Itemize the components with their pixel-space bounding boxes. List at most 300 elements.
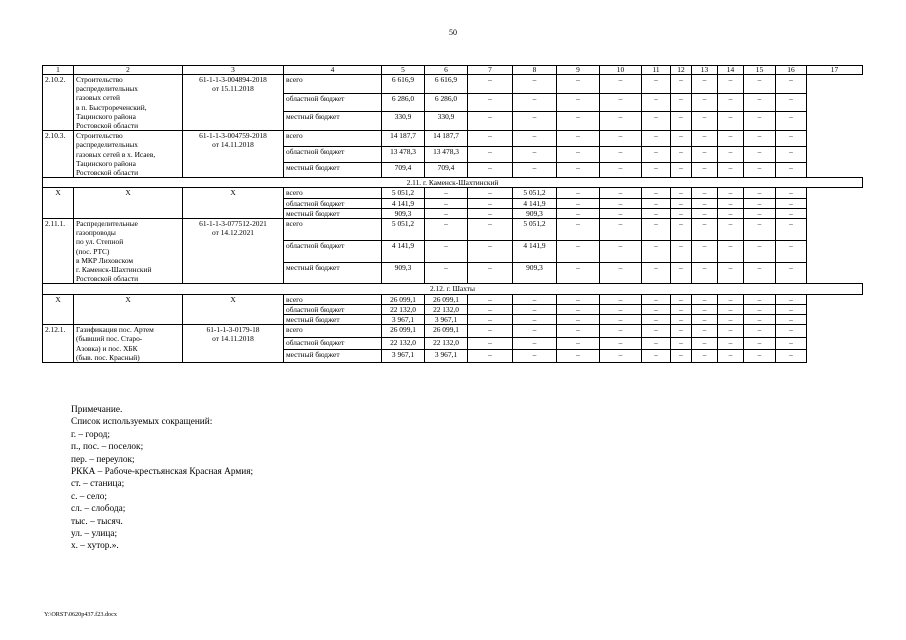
amount-cell: –: [642, 315, 671, 325]
amount-cell: 13 478,3: [382, 146, 425, 162]
amount-cell: –: [692, 112, 718, 131]
amount-cell: –: [642, 162, 671, 178]
document-ref: [183, 188, 284, 219]
table-row: [43, 75, 863, 94]
amount-cell: –: [671, 219, 692, 241]
amount-cell: –: [718, 337, 744, 350]
object-name-line: газовых сетей: [76, 93, 120, 103]
amount-cell: 22 132,0: [382, 337, 425, 350]
amount-cell: –: [468, 219, 513, 241]
amount-cell: –: [744, 350, 776, 363]
amount-cell: –: [513, 162, 557, 178]
object-name: [74, 219, 183, 284]
amount-cell: –: [692, 350, 718, 363]
amount-cell: –: [776, 350, 807, 363]
amount-cell: 909,3: [513, 208, 557, 218]
amount-cell: 26 099,1: [382, 325, 425, 338]
amount-cell: –: [468, 146, 513, 162]
amount-cell: –: [468, 208, 513, 218]
amount-cell: –: [557, 208, 600, 218]
amount-cell: –: [468, 240, 513, 262]
document-ref-line: от 14.12.2021: [212, 228, 254, 238]
amount-cell: –: [642, 240, 671, 262]
amount-cell: 3 967,1: [382, 350, 425, 363]
amount-cell: –: [671, 198, 692, 208]
amount-cell: –: [557, 93, 600, 112]
amount-cell: –: [557, 75, 600, 94]
amount-cell: –: [744, 146, 776, 162]
amount-cell: –: [513, 75, 557, 94]
amount-cell: –: [744, 131, 776, 147]
column-header: 5: [382, 66, 425, 75]
amount-cell: –: [692, 131, 718, 147]
amount-cell: –: [513, 315, 557, 325]
amount-cell: –: [718, 325, 744, 338]
amount-cell: –: [744, 208, 776, 218]
amount-cell: –: [642, 262, 671, 284]
amount-cell: –: [692, 294, 718, 304]
funding-source: всего: [284, 131, 382, 147]
amount-cell: –: [513, 350, 557, 363]
object-name-line: Строительство: [76, 131, 123, 141]
funding-source: всего: [284, 325, 382, 338]
object-name-line: Х: [125, 294, 131, 304]
amount-cell: –: [513, 325, 557, 338]
amount-cell: –: [692, 219, 718, 241]
amount-cell: –: [776, 294, 807, 304]
amount-cell: –: [718, 208, 744, 218]
amount-cell: –: [642, 188, 671, 198]
funding-source: всего: [284, 75, 382, 94]
amount-cell: –: [557, 162, 600, 178]
amount-cell: –: [468, 162, 513, 178]
document-ref-line: 61-1-1-3-0179-18: [206, 325, 260, 335]
funding-source: местный бюджет: [284, 350, 382, 363]
amount-cell: –: [468, 131, 513, 147]
amount-cell: –: [468, 294, 513, 304]
funding-source: всего: [284, 188, 382, 198]
amount-cell: –: [671, 325, 692, 338]
amount-cell: –: [468, 188, 513, 198]
amount-cell: –: [671, 75, 692, 94]
object-name-line: Ростовской области: [76, 121, 139, 131]
amount-cell: –: [468, 350, 513, 363]
amount-cell: –: [468, 315, 513, 325]
document-ref-line: Х: [230, 294, 236, 304]
row-id: Х: [43, 294, 74, 325]
amount-cell: –: [468, 75, 513, 94]
amount-cell: –: [513, 304, 557, 314]
column-header: 10: [600, 66, 642, 75]
amount-cell: –: [642, 146, 671, 162]
amount-cell: –: [744, 162, 776, 178]
amount-cell: 6 616,9: [425, 75, 468, 94]
amount-cell: 4 141,9: [513, 198, 557, 208]
section-title: 2.11. г. Каменск-Шахтинский: [43, 178, 863, 188]
funding-source: областной бюджет: [284, 198, 382, 208]
amount-cell: –: [425, 208, 468, 218]
funding-source: местный бюджет: [284, 262, 382, 284]
amount-cell: –: [718, 131, 744, 147]
funding-source: местный бюджет: [284, 162, 382, 178]
amount-cell: –: [671, 337, 692, 350]
amount-cell: –: [744, 112, 776, 131]
amount-cell: –: [671, 162, 692, 178]
object-name-line: Ростовской области: [76, 274, 139, 284]
amount-cell: –: [744, 188, 776, 198]
object-name-line: Азовка) и пос. ХБК: [76, 343, 138, 353]
amount-cell: 6 286,0: [382, 93, 425, 112]
amount-cell: –: [600, 262, 642, 284]
amount-cell: –: [557, 188, 600, 198]
object-name-line: г. Каменск-Шахтинский: [76, 265, 152, 275]
amount-cell: –: [468, 198, 513, 208]
amount-cell: –: [468, 337, 513, 350]
amount-cell: 6 616,9: [382, 75, 425, 94]
amount-cell: –: [600, 162, 642, 178]
amount-cell: 22 132,0: [425, 304, 468, 314]
object-name-line: по ул. Степной: [76, 237, 124, 247]
amount-cell: –: [671, 240, 692, 262]
amount-cell: –: [671, 315, 692, 325]
document-ref: [183, 75, 284, 131]
amount-cell: –: [718, 350, 744, 363]
funding-source: областной бюджет: [284, 146, 382, 162]
column-header: 12: [671, 66, 692, 75]
column-header: 8: [513, 66, 557, 75]
amount-cell: –: [600, 219, 642, 241]
section-row: [43, 284, 863, 294]
amount-cell: –: [744, 219, 776, 241]
row-id: 2.12.1.: [43, 325, 74, 363]
amount-cell: –: [557, 146, 600, 162]
amount-cell: –: [744, 262, 776, 284]
amount-cell: –: [776, 146, 807, 162]
amount-cell: –: [744, 198, 776, 208]
amount-cell: 5 051,2: [382, 219, 425, 241]
amount-cell: –: [642, 219, 671, 241]
amount-cell: –: [671, 350, 692, 363]
abbreviation-item: г. – город;: [71, 429, 110, 440]
object-name-line: в п. Быстрореченский,: [76, 102, 147, 112]
amount-cell: –: [671, 112, 692, 131]
amount-cell: –: [718, 198, 744, 208]
amount-cell: 14 187,7: [425, 131, 468, 147]
document-ref-line: 61-1-1-3-004759-2018: [199, 131, 267, 141]
document-ref-line: 61-1-1-3-077512-2021: [199, 219, 267, 229]
amount-cell: –: [600, 188, 642, 198]
column-header: 6: [425, 66, 468, 75]
amount-cell: –: [718, 240, 744, 262]
object-name-line: Тацинского района: [76, 111, 136, 121]
funding-source: областной бюджет: [284, 304, 382, 314]
amount-cell: –: [692, 337, 718, 350]
amount-cell: –: [744, 240, 776, 262]
amount-cell: –: [557, 337, 600, 350]
amount-cell: 6 286,0: [425, 93, 468, 112]
abbreviation-item: сл. – слобода;: [71, 504, 126, 515]
amount-cell: –: [744, 304, 776, 314]
document-ref: [183, 294, 284, 325]
amount-cell: –: [671, 294, 692, 304]
abbreviation-item: РККА – Рабоче-крестьянская Красная Армия;: [71, 467, 254, 478]
amount-cell: –: [744, 294, 776, 304]
notes-subtitle: Список используемых сокращений:: [71, 417, 213, 428]
table-row: [43, 131, 863, 147]
abbreviation-item: п., пос. – поселок;: [71, 442, 144, 453]
amount-cell: 709,4: [425, 162, 468, 178]
funding-source: областной бюджет: [284, 93, 382, 112]
amount-cell: 14 187,7: [382, 131, 425, 147]
notes-title: Примечание.: [71, 405, 123, 415]
amount-cell: –: [718, 162, 744, 178]
amount-cell: 22 132,0: [425, 337, 468, 350]
amount-cell: –: [692, 304, 718, 314]
abbreviation-item: ул. – улица;: [71, 529, 118, 540]
amount-cell: –: [776, 304, 807, 314]
object-name-line: Строительство: [76, 75, 123, 84]
document-ref-line: от 14.11.2018: [212, 334, 254, 344]
amount-cell: –: [425, 198, 468, 208]
amount-cell: 5 051,2: [513, 219, 557, 241]
abbreviation-item: ст. – станица;: [71, 479, 125, 490]
amount-cell: –: [642, 325, 671, 338]
amount-cell: –: [642, 294, 671, 304]
amount-cell: –: [692, 262, 718, 284]
amount-cell: 3 967,1: [425, 350, 468, 363]
amount-cell: 4 141,9: [382, 240, 425, 262]
amount-cell: –: [776, 325, 807, 338]
amount-cell: –: [557, 219, 600, 241]
amount-cell: –: [718, 262, 744, 284]
object-name-line: Тацинского района: [76, 158, 136, 168]
amount-cell: –: [600, 112, 642, 131]
amount-cell: –: [744, 75, 776, 94]
table-row: [43, 188, 863, 198]
amount-cell: –: [425, 188, 468, 198]
column-header: 16: [776, 66, 807, 75]
amount-cell: –: [776, 219, 807, 241]
column-header: 7: [468, 66, 513, 75]
object-name-line: Х: [125, 188, 131, 198]
amount-cell: –: [513, 337, 557, 350]
amount-cell: –: [642, 208, 671, 218]
amount-cell: –: [718, 304, 744, 314]
object-name-line: газопроводы: [76, 228, 116, 238]
funding-source: всего: [284, 294, 382, 304]
funding-source: всего: [284, 219, 382, 241]
document-ref-line: 61-1-1-3-004894-2018: [199, 75, 267, 84]
table-row: [43, 325, 863, 338]
amount-cell: –: [468, 262, 513, 284]
table-row: [43, 219, 863, 241]
amount-cell: –: [692, 162, 718, 178]
amount-cell: –: [425, 219, 468, 241]
amount-cell: –: [468, 93, 513, 112]
object-name-line: Распределительные: [76, 219, 138, 229]
object-name: [74, 131, 183, 178]
amount-cell: –: [692, 198, 718, 208]
amount-cell: –: [718, 93, 744, 112]
amount-cell: 4 141,9: [513, 240, 557, 262]
amount-cell: –: [600, 325, 642, 338]
document-ref: [183, 325, 284, 363]
amount-cell: –: [692, 240, 718, 262]
amount-cell: 13 478,3: [425, 146, 468, 162]
amount-cell: –: [557, 112, 600, 131]
document-ref: [183, 219, 284, 284]
row-id: 2.11.1.: [43, 219, 74, 284]
amount-cell: –: [718, 219, 744, 241]
amount-cell: –: [671, 93, 692, 112]
column-header: 4: [284, 66, 382, 75]
section-title: 2.12. г. Шахты: [43, 284, 863, 294]
abbreviation-item: тыс. – тысяч.: [71, 516, 123, 527]
amount-cell: –: [671, 188, 692, 198]
amount-cell: –: [600, 240, 642, 262]
section-row: [43, 178, 863, 188]
amount-cell: –: [776, 198, 807, 208]
funding-source: местный бюджет: [284, 208, 382, 218]
funding-source: местный бюджет: [284, 315, 382, 325]
page-number: 50: [449, 28, 457, 37]
amount-cell: –: [513, 112, 557, 131]
object-name-line: (быв. пос. Красный): [76, 352, 140, 362]
amount-cell: –: [692, 208, 718, 218]
amount-cell: –: [513, 294, 557, 304]
amount-cell: –: [425, 262, 468, 284]
amount-cell: –: [600, 93, 642, 112]
amount-cell: –: [776, 240, 807, 262]
amount-cell: –: [468, 304, 513, 314]
amount-cell: 709,4: [382, 162, 425, 178]
object-name: [74, 188, 183, 219]
amount-cell: –: [671, 146, 692, 162]
amount-cell: –: [557, 350, 600, 363]
amount-cell: 909,3: [382, 208, 425, 218]
amount-cell: –: [776, 93, 807, 112]
amount-cell: –: [600, 350, 642, 363]
amount-cell: –: [718, 315, 744, 325]
amount-cell: 26 099,1: [425, 325, 468, 338]
amount-cell: –: [776, 162, 807, 178]
column-header: 1: [43, 66, 74, 75]
amount-cell: –: [513, 131, 557, 147]
column-header: 2: [74, 66, 183, 75]
amount-cell: 909,3: [382, 262, 425, 284]
amount-cell: –: [692, 315, 718, 325]
abbreviation-item: х. – хутор.».: [71, 541, 119, 552]
amount-cell: –: [776, 131, 807, 147]
document-ref: [183, 131, 284, 178]
funding-source: местный бюджет: [284, 112, 382, 131]
abbreviation-item: пер. – переулок;: [71, 454, 135, 465]
abbreviation-item: с. – село;: [71, 491, 107, 502]
object-name-line: Ростовской области: [76, 168, 139, 178]
amount-cell: –: [468, 112, 513, 131]
amount-cell: –: [600, 75, 642, 94]
amount-cell: –: [557, 131, 600, 147]
amount-cell: –: [718, 75, 744, 94]
amount-cell: –: [776, 112, 807, 131]
row-id: 2.10.3.: [43, 131, 74, 178]
amount-cell: –: [600, 146, 642, 162]
amount-cell: 330,9: [425, 112, 468, 131]
amount-cell: –: [776, 262, 807, 284]
document-ref-line: Х: [230, 188, 236, 198]
amount-cell: –: [600, 198, 642, 208]
amount-cell: –: [557, 262, 600, 284]
amount-cell: –: [671, 262, 692, 284]
amount-cell: –: [776, 337, 807, 350]
table-row: [43, 294, 863, 304]
amount-cell: –: [718, 112, 744, 131]
column-header: 17: [807, 66, 863, 75]
amount-cell: –: [744, 315, 776, 325]
amount-cell: –: [642, 131, 671, 147]
amount-cell: –: [557, 198, 600, 208]
object-name: [74, 325, 183, 363]
object-name-line: газовых сетей в х. Исаев,: [76, 149, 156, 159]
amount-cell: –: [425, 240, 468, 262]
amount-cell: 5 051,2: [513, 188, 557, 198]
amount-cell: –: [692, 146, 718, 162]
document-ref-line: от 15.11.2018: [212, 84, 254, 94]
amount-cell: –: [642, 75, 671, 94]
amount-cell: –: [642, 93, 671, 112]
amount-cell: –: [642, 304, 671, 314]
budget-table: [42, 65, 863, 363]
object-name: [74, 294, 183, 325]
amount-cell: –: [513, 146, 557, 162]
object-name-line: (пос. РТС): [76, 246, 110, 256]
amount-cell: 5 051,2: [382, 188, 425, 198]
amount-cell: –: [744, 325, 776, 338]
column-header: 14: [718, 66, 744, 75]
funding-source: областной бюджет: [284, 240, 382, 262]
amount-cell: –: [557, 294, 600, 304]
amount-cell: –: [671, 208, 692, 218]
amount-cell: –: [776, 75, 807, 94]
amount-cell: –: [600, 315, 642, 325]
amount-cell: –: [600, 131, 642, 147]
amount-cell: –: [557, 240, 600, 262]
amount-cell: –: [557, 315, 600, 325]
amount-cell: –: [600, 304, 642, 314]
amount-cell: –: [718, 294, 744, 304]
amount-cell: –: [718, 188, 744, 198]
amount-cell: 26 099,1: [382, 294, 425, 304]
amount-cell: –: [600, 337, 642, 350]
amount-cell: 4 141,9: [382, 198, 425, 208]
amount-cell: –: [718, 146, 744, 162]
notes: [71, 404, 253, 553]
amount-cell: –: [600, 208, 642, 218]
amount-cell: –: [671, 131, 692, 147]
amount-cell: –: [642, 350, 671, 363]
column-header: 3: [183, 66, 284, 75]
column-header: 13: [692, 66, 718, 75]
column-header: 15: [744, 66, 776, 75]
object-name-line: распределительных: [76, 140, 138, 150]
amount-cell: –: [671, 304, 692, 314]
amount-cell: –: [642, 112, 671, 131]
row-id: 2.10.2.: [43, 75, 74, 131]
amount-cell: –: [642, 337, 671, 350]
amount-cell: –: [776, 315, 807, 325]
column-header: 9: [557, 66, 600, 75]
amount-cell: 3 967,1: [425, 315, 468, 325]
